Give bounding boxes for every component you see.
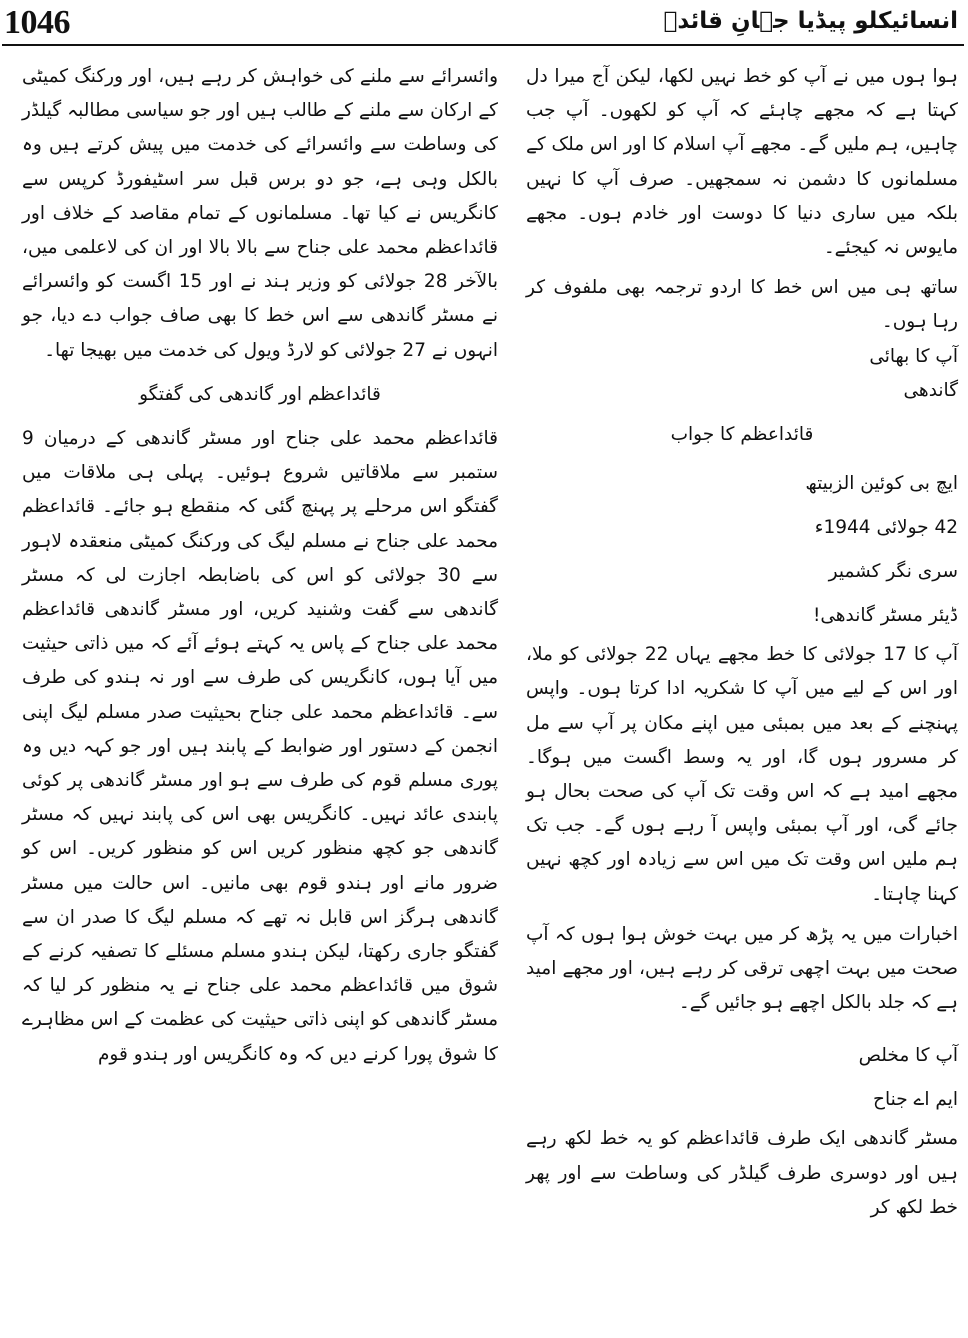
- page-header: [0, 0, 968, 50]
- right-para-4: اخبارات میں یہ پڑھ کر میں بہت خوش ہوا ہوں کہ آپ صحت میں بہت اچھی ترقی کر رہے ہیں، اور مجھے امید ہے کہ جلد بالکل اچھے ہو جائیں گے۔: [526, 923, 958, 1014]
- right-para-2: ساتھ ہی میں اس خط کا اردو ترجمہ بھی ملفوف کر رہا ہوں۔: [526, 277, 958, 333]
- running-title: انسائیکلو پیڈیا جہانِ قائدؒ: [663, 8, 958, 34]
- section-heading: قائداعظم اور گاندھی کی گفتگو: [139, 383, 381, 405]
- reply-heading: قائداعظم کا جواب: [670, 424, 814, 446]
- signature-gandhi: گاندھی: [903, 379, 958, 401]
- address-city: سری نگر کشمیر: [828, 561, 958, 583]
- header-rule: [2, 44, 964, 46]
- address-line-1: ایچ بی کوئین الزبیتھ: [805, 473, 958, 495]
- page-number: 1046: [4, 4, 70, 41]
- right-para-3: آپ کا 17 جولائی کا خط مجھے یہاں 22 جولائی کو ملا، اور اس کے لیے میں آپ کا شکریہ ادا کرتا ہوں۔ واپس پہنچنے کے بعد میں بمبئی میں اپنے مکان پر آپ سے مل کر مسرور ہوں گا، اور یہ وسط اگست میں ہوگا۔ مجھے امید ہے کہ اس وقت تک آپ کی صحت بحال ہو جائے گی، اور آپ بمبئی واپس آ رہے ہوں گے۔ جب تک ہم ملیں اس وقت تک میں اس سے زیادہ اور کچھ نہیں کہنا چاہتا۔: [526, 644, 958, 905]
- left-column: [22, 60, 498, 1072]
- closing-sincerely: آپ کا مخلص: [858, 1045, 958, 1067]
- right-column: [526, 60, 958, 1225]
- left-para-2: قائداعظم محمد علی جناح اور مسٹر گاندھی کے درمیان 9 ستمبر سے ملاقاتیں شروع ہوئیں۔ پہلی ہی ملاقات میں گفتگو اس مرحلے پر پہنچ گئی کہ منقطع ہو جائے۔ قائداعظم محمد علی جناح نے مسلم لیگ کی ورکنگ کمیٹی منعقدہ لاہور سے 30 جولائی کو اس کی باضابطہ اجازت لی کہ مسٹر گاندھی سے گفت وشنید کریں، اور مسٹر گاندھی قائداعظم محمد علی جناح کے پاس یہ کہتے ہوئے آئے کہ میں ذاتی حیثیت میں آیا ہوں، کانگریس کی طرف سے اور نہ ہندو کی طرف سے۔ قائداعظم محمد علی جناح بحیثیت صدر مسلم لیگ اپنی انجمن کے دستور اور ضوابط کے پابند ہیں اور جو کہہ دیں وہ پوری مسلم قوم کی طرف سے ہو اور مسٹر گاندھی پر کوئی پابندی عائد نہیں۔ کانگریس بھی اس کی پابند نہیں کہ مسٹر گاندھی جو کچھ منظور کریں اس کو منظور کریں۔ اس کو ضرور مانے اور ہندو قوم بھی مانیں۔ اس حالت میں مسٹر گاندھی ہرگز اس قابل نہ تھے کہ مسلم لیگ کا صدر ان سے گفتگو جاری رکھتا، لیکن ہندو مسلم مسئلے کا تصفیہ کرنے کے شوق میں قائداعظم محمد علی جناح نے یہ منظور کر لیا کہ مسٹر گاندھی کو اپنی ذاتی حیثیت کی عظمت کے اس مظاہرے کا شوق پورا کرنے دیں کہ وہ کانگریس اور ہندو قوم: [22, 428, 498, 1065]
- right-para-1: ہوا ہوں میں نے آپ کو خط نہیں لکھا، لیکن آج میرا دل کہتا ہے کہ مجھے چاہئے کہ آپ کو لکھوں۔ آپ جب چاہیں، ہم ملیں گے۔ مجھے آپ اسلام کا اور اس ملک کے مسلمانوں کا دشمن نہ سمجھیں۔ صرف آپ کا نہیں بلکہ میں ساری دنیا کا دوست اور خادم ہوں۔ مجھے مایوس نہ کیجئے۔: [526, 66, 958, 259]
- left-para-1: وائسرائے سے ملنے کی خواہش کر رہے ہیں، اور ورکنگ کمیٹی کے ارکان سے ملنے کے طالب ہیں اور جو سیاسی مطالبہ گیلڈر کی وساطت سے وائسرائے کی خدمت میں پیش کرتے ہیں وہ بالکل وہی ہے، جو دو برس قبل سر اسٹیفورڈ کرپس سے کانگریس نے کیا تھا۔ مسلمانوں کے تمام مقاصد کے خلاف اور قائداعظم محمد علی جناح سے بالا بالا اور ان کی لاعلمی میں، بالآخر 28 جولائی کو وزیر ہند نے اور 15 اگست کو وائسرائے نے مسٹر گاندھی سے اس خط کا بھی صاف جواب دے دیا، جو انہوں نے 27 جولائی کو لارڈ ویول کی خدمت میں بھیجا تھا۔: [22, 66, 498, 361]
- salutation: ڈیئر مسٹر گاندھی!: [812, 605, 958, 627]
- signature-jinnah: ایم اے جناح: [873, 1089, 958, 1111]
- spacer: [526, 1020, 958, 1034]
- right-para-5: مسٹر گاندھی ایک طرف قائداعظم کو یہ خط لکھ رہے ہیں اور دوسری طرف گیلڈر کی وساطت سے اور پھر خط لکھ کر: [526, 1128, 958, 1218]
- address-date: 42 جولائی 1944ء: [814, 517, 958, 539]
- closing-brother: آپ کا بھائی: [869, 345, 958, 367]
